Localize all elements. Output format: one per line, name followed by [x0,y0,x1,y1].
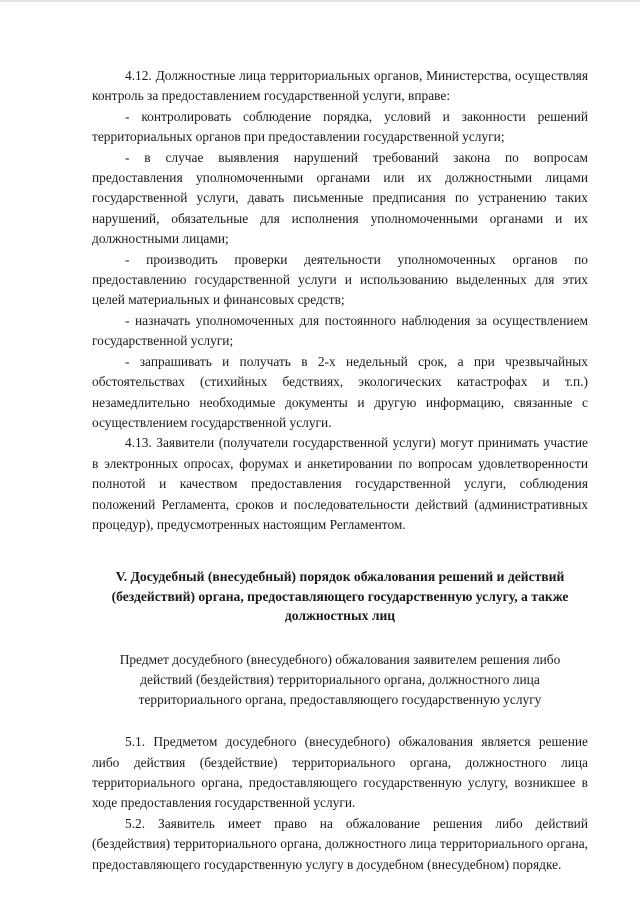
section-subheading: Предмет досудебного (внесудебного) обжалования заявителем решения либо действий (бездействия) территориального органа, должностного лица территориального органа, предоставляющего государственную услугу [119,651,561,707]
paragraph-5-2: 5.2. Заявитель имеет право на обжалование решения либо действий (бездействия) территориального органа, должностного лица территориального органа, предоставляющего государственную услугу в досудебном (внесудебном) порядке. [92,815,588,872]
paragraph-4-13: 4.13. Заявители (получатели государственной услуги) могут принимать участие в электронных опросах, форумах и анкетировании по вопросам удовлетворенности полнотой и качеством предоставления государственной услуги, соблюдения положений Регламента, сроков и последовательности действий (административных процедур), предусмотренных настоящим Регламентом. [92,435,588,532]
list-item-request-documents: - запрашивать и получать в 2-х недельный срок, а при чрезвычайных обстоятельствах (стихийных бедствиях, экологических катастрофах и т.п.) незамедлительно необходимые документы и другую информацию, связанные с осуществлением государственной услуги. [92,353,588,430]
document-body [92,66,588,875]
list-item-control-compliance: - контролировать соблюдение порядка, условий и законности решений территориальных органов при предоставлении государственной услуги; [92,108,588,145]
list-item-inspections: - производить проверки деятельности уполномоченных органов по предоставлению государственной услуги и использованию выделенных для этих целей материальных и финансовых средств; [92,251,588,308]
paragraph-5-1: 5.1. Предметом досудебного (внесудебного) обжалования является решение либо действия (бездействие) территориального органа, должностного лица территориального органа, предоставляющего государственную услугу, возникшее в ходе предоставления государственной услуги. [92,734,588,811]
list-item-appoint-observers: - назначать уполномоченных для постоянного наблюдения за осуществлением государственной услуги; [92,312,588,349]
list-item-issue-orders: - в случае выявления нарушений требований закона по вопросам предоставления уполномоченными органами или их должностными лицами государственной услуги, давать письменные предписания по устранению таких нарушений, обязательные для исполнения уполномоченными органами и их должностными лицами; [92,149,588,247]
chapter-heading-v: V. Досудебный (внесудебный) порядок обжалования решений и действий (бездействий) органа, предоставляющего государственную услугу, а также должностных лиц [111,569,569,624]
scan-top-edge [0,0,640,2]
paragraph-4-12: 4.12. Должностные лица территориальных органов, Министерства, осуществляя контроль за предоставлением государственной услуги, вправе: [92,68,588,104]
